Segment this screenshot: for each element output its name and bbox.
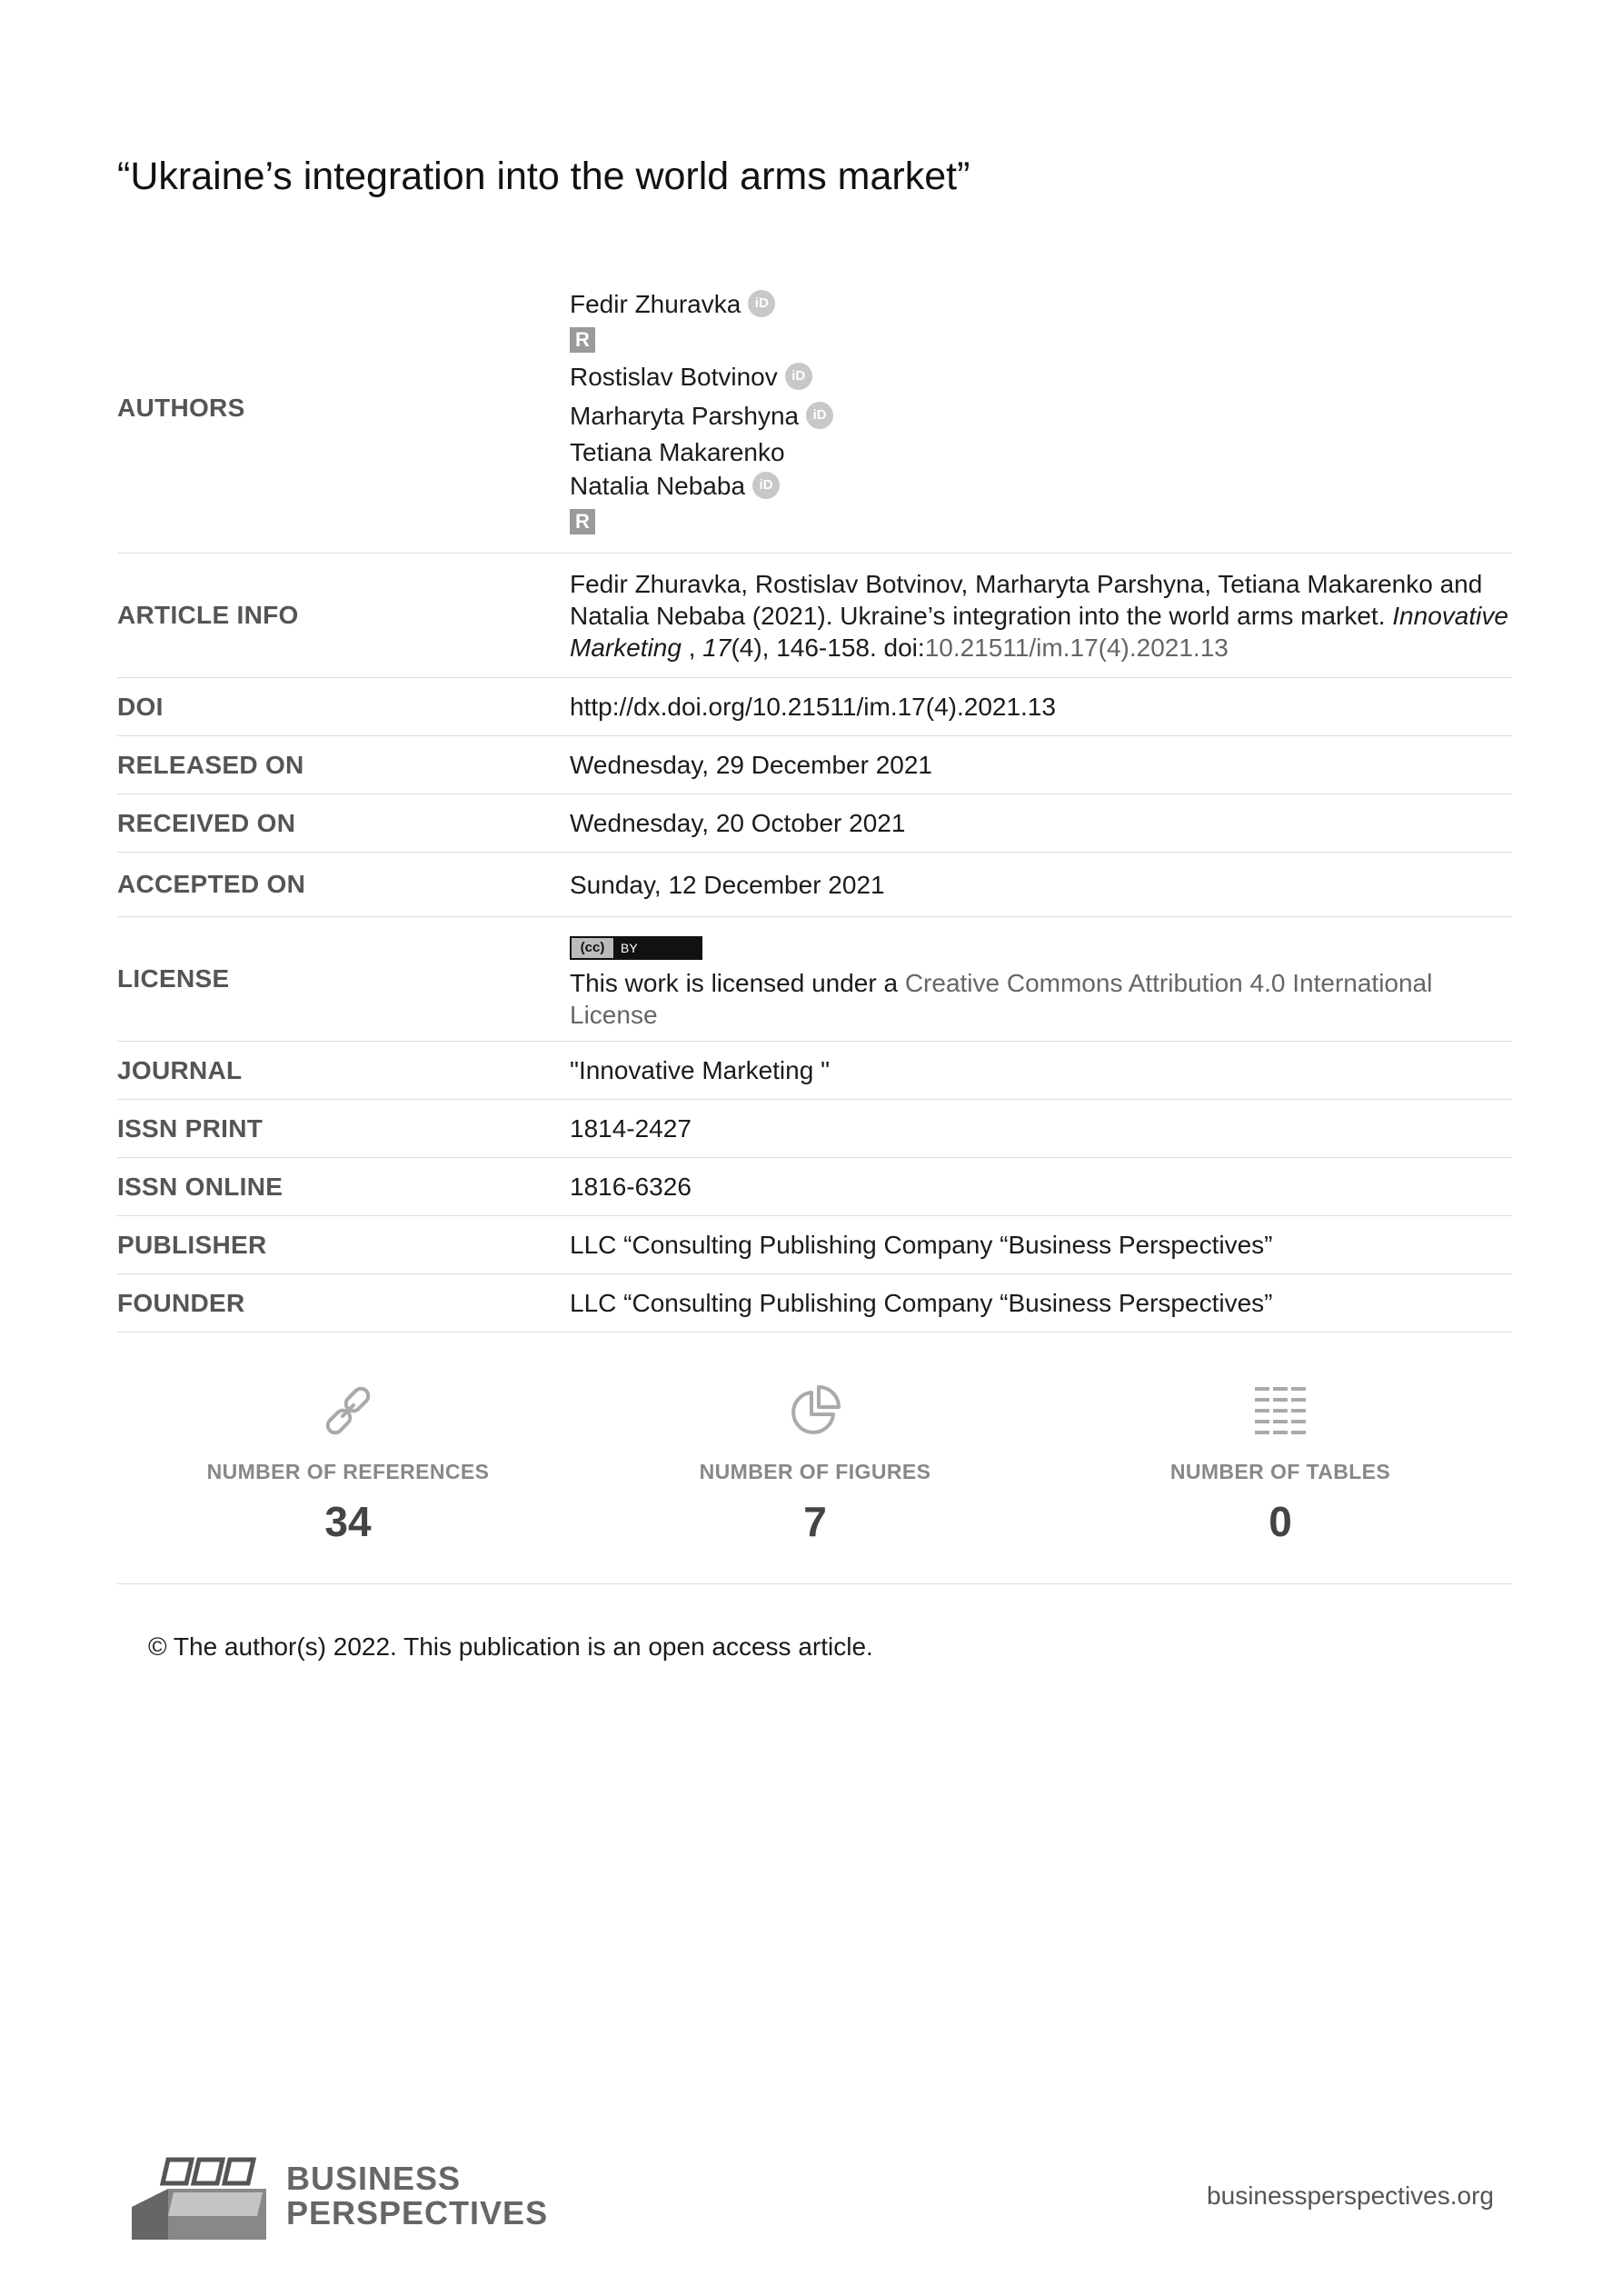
row-accepted-on	[117, 853, 1512, 917]
author-item	[570, 469, 1512, 503]
label-founder: FOUNDER	[117, 1288, 245, 1317]
author-name[interactable]: Fedir Zhuravka	[570, 289, 741, 318]
received-on-value: Wednesday, 20 October 2021	[570, 809, 906, 837]
author-name[interactable]: Marharyta Parshyna	[570, 401, 800, 430]
row-publisher	[117, 1216, 1512, 1274]
label-issn-print: ISSN PRINT	[117, 1113, 264, 1143]
pie-chart-icon	[786, 1382, 844, 1440]
publisher-value: LLC “Consulting Publishing Company “Business Perspectives”	[570, 1231, 1273, 1259]
license-value	[570, 927, 1512, 1031]
label-issn-online: ISSN ONLINE	[117, 1172, 284, 1201]
row-issn-online	[117, 1158, 1512, 1216]
label-license: LICENSE	[117, 964, 230, 993]
authors-list	[570, 275, 1512, 542]
issn-print-value: 1814-2427	[570, 1114, 692, 1143]
citation-volume: 17	[702, 633, 731, 662]
researcherid-icon[interactable]: R	[570, 509, 595, 534]
citation-issue-pages: (4), 146-158. doi:	[731, 633, 925, 662]
released-on-value: Wednesday, 29 December 2021	[570, 751, 932, 779]
label-received-on: RECEIVED ON	[117, 808, 296, 837]
author-item	[570, 396, 1512, 435]
by-icon: BY	[621, 941, 638, 955]
author-item	[570, 324, 1512, 357]
stat-figures	[633, 1382, 997, 1546]
journal-value: "Innovative Marketing "	[570, 1056, 831, 1084]
author-name[interactable]: Tetiana Makarenko	[570, 437, 785, 466]
stat-tables-value: 0	[1269, 1498, 1292, 1545]
row-released-on	[117, 736, 1512, 794]
stat-tables	[1099, 1382, 1462, 1546]
logo-line-1: BUSINESS	[286, 2160, 462, 2197]
label-article-info: ARTICLE INFO	[117, 601, 299, 629]
orcid-icon[interactable]: iD	[806, 402, 833, 429]
row-received-on	[117, 794, 1512, 853]
label-released-on: RELEASED ON	[117, 750, 304, 779]
cc-by-badge[interactable]	[570, 936, 702, 960]
logo-line-2: PERSPECTIVES	[286, 2194, 549, 2231]
license-text: This work is licensed under a	[570, 969, 905, 997]
stat-references	[166, 1382, 530, 1546]
author-item	[570, 285, 1512, 324]
stat-references-label: NUMBER OF REFERENCES	[206, 1460, 490, 1483]
stat-figures-value: 7	[803, 1498, 827, 1545]
author-item	[570, 357, 1512, 396]
article-stats	[117, 1382, 1512, 1584]
publisher-logo[interactable]	[132, 2152, 548, 2240]
logo-wordmark	[286, 2161, 548, 2231]
author-item	[570, 435, 1512, 469]
label-authors: AUTHORS	[117, 394, 245, 422]
founder-value: LLC “Consulting Publishing Company “Business Perspectives”	[570, 1289, 1273, 1317]
stat-references-value: 34	[324, 1498, 372, 1545]
row-license	[117, 917, 1512, 1042]
article-citation	[570, 568, 1512, 664]
label-doi: DOI	[117, 692, 164, 721]
link-icon	[319, 1382, 377, 1440]
label-journal: JOURNAL	[117, 1055, 243, 1084]
stat-figures-label: NUMBER OF FIGURES	[699, 1460, 931, 1483]
orcid-icon[interactable]: iD	[785, 363, 812, 390]
cc-icon: (cc)	[572, 938, 613, 958]
citation-text: Fedir Zhuravka, Rostislav Botvinov, Marharyta Parshyna, Tetiana Makarenko and Natalia Nebaba (2021). Ukraine’s integration into the world arms market.	[570, 569, 1483, 630]
author-item	[570, 503, 1512, 542]
row-journal	[117, 1042, 1512, 1100]
accepted-on-value: Sunday, 12 December 2021	[570, 870, 885, 899]
row-founder	[117, 1274, 1512, 1333]
issn-online-value: 1816-6326	[570, 1173, 692, 1201]
website-link[interactable]: businessperspectives.org	[1207, 2181, 1494, 2210]
article-metadata-table	[117, 264, 1512, 1333]
citation-doi-link[interactable]: 10.21511/im.17(4).2021.13	[924, 633, 1229, 662]
citation-separator: ,	[681, 633, 703, 662]
row-issn-print	[117, 1100, 1512, 1158]
author-name[interactable]: Natalia Nebaba	[570, 471, 746, 500]
citation-journal: Innovative Marketing	[570, 601, 1508, 662]
label-publisher: PUBLISHER	[117, 1230, 267, 1259]
row-authors	[117, 264, 1512, 554]
page-title: “Ukraine’s integration into the world arms market”	[117, 155, 970, 198]
copyright-notice: © The author(s) 2022. This publication is an open access article.	[148, 1632, 873, 1661]
license-text-block	[570, 967, 1512, 1031]
orcid-icon[interactable]: iD	[752, 472, 780, 499]
orcid-icon[interactable]: iD	[748, 290, 775, 317]
stat-tables-label: NUMBER OF TABLES	[1169, 1460, 1391, 1483]
license-link[interactable]: Creative Commons Attribution 4.0 International License	[570, 969, 1433, 1029]
doi-value[interactable]: http://dx.doi.org/10.21511/im.17(4).2021.13	[570, 693, 1056, 721]
author-name[interactable]: Rostislav Botvinov	[570, 362, 778, 391]
table-icon	[1251, 1382, 1309, 1440]
row-doi	[117, 678, 1512, 736]
row-article-info	[117, 554, 1512, 678]
label-accepted-on: ACCEPTED ON	[117, 870, 306, 898]
researcherid-icon[interactable]: R	[570, 327, 595, 353]
business-perspectives-logo-icon	[132, 2152, 266, 2240]
